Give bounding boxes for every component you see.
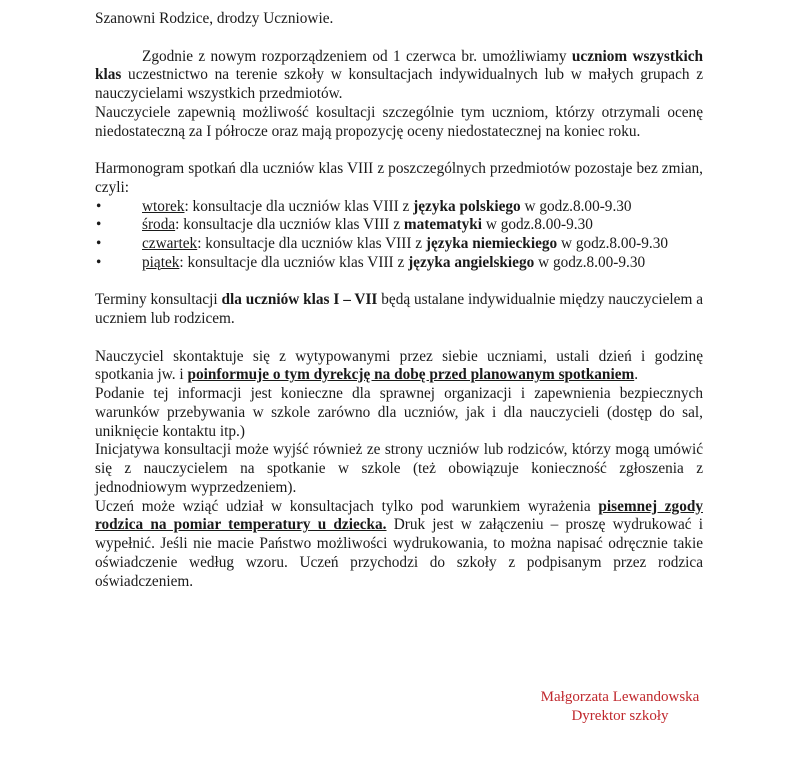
schedule-time: w godz.8.00-9.30: [557, 235, 669, 252]
schedule-subject: języka angielskiego: [408, 253, 535, 271]
schedule-day: czwartek: [142, 235, 198, 252]
schedule-item-thursday: • czwartek: konsultacje dla uczniów klas VIII z języka niemieckiego w godz.8.00-9.30: [96, 235, 669, 252]
emphasis-notify-management: poinformuje o tym dyrekcję na dobę przed planowanym spotkaniem: [187, 366, 635, 384]
schedule-subject: języka polskiego: [413, 197, 521, 215]
signature-block: [480, 688, 760, 726]
schedule-time: w godz.8.00-9.30: [534, 253, 646, 271]
schedule-item-wednesday: • środa: konsultacje dla uczniów klas VIII z matematyki w godz.8.00-9.30: [96, 216, 593, 234]
emphasis-written-consent: pisemnej zgody rodzica na pomiar temperatury u dziecka.: [95, 497, 703, 534]
paragraph-teacher-contact: Nauczyciel skontaktuje się z wytypowanymi przez siebie uczniami, ustali dzień i godzinę spotkania jw. i poinformuje o tym dyrekcję na dobę przed planowanym spotkaniem.: [95, 347, 703, 384]
schedule-list: [95, 198, 703, 273]
bullet-icon: •: [96, 253, 102, 271]
emphasis-classes-1-7: dla uczniów klas I – VII: [221, 291, 378, 309]
bullet-icon: •: [96, 197, 102, 215]
schedule-item-tuesday: • wtorek: konsultacje dla uczniów klas VIII z języka polskiego w godz.8.00-9.30: [96, 197, 632, 215]
schedule-intro: Harmonogram spotkań dla uczniów klas VIII z poszczególnych przedmiotów pozostaje bez zmian, czyli:: [95, 160, 703, 196]
schedule-day: piątek: [142, 253, 180, 271]
paragraph-intro: Zgodnie z nowym rozporządzeniem od 1 czerwca br. umożliwiamy uczniom wszystkich klas uczestnictwo na terenie szkoły w konsultacjach indywidualnych lub w małych grupach z nauczycielami wszystkich przedmiotów.: [95, 47, 704, 102]
schedule-time: w godz.8.00-9.30: [482, 216, 593, 234]
bullet-icon: •: [96, 235, 102, 252]
bullet-icon: •: [96, 216, 102, 234]
letter-body: [95, 10, 703, 591]
schedule-day: środa: [142, 216, 176, 234]
signature-title: Dyrektor szkoły: [571, 708, 669, 724]
schedule-subject: matematyki: [403, 216, 482, 234]
paragraph-safety: Podanie tej informacji jest konieczne dla sprawnej organizacji i zapewnienia bezpiecznych warunków przebywania w szkole zarówno dla uczniów, jak i dla nauczycieli (dostęp do sal, uniknięcie kontaktu itp.): [95, 385, 703, 440]
emphasis-all-classes: uczniom wszystkich klas: [95, 47, 704, 84]
schedule-time: w godz.8.00-9.30: [520, 197, 632, 215]
schedule-subject: języka niemieckiego: [425, 235, 558, 252]
signature-name: Małgorzata Lewandowska: [540, 689, 700, 705]
paragraph-consent: Uczeń może wziąć udział w konsultacjach tylko pod warunkiem wyrażenia pisemnej zgody rodzica na pomiar temperatury u dziecka. Druk jest w załączeniu – proszę wydrukować i wypełnić. Jeśli nie macie Państwo możliwości wydrukowania, to można napisać odręcznie takie oświadczenie według wzoru. Uczeń przychodzi do szkoły z podpisanym przez rodzica oświadczeniem.: [95, 497, 704, 590]
schedule-item-friday: • piątek: konsultacje dla uczniów klas VIII z języka angielskiego w godz.8.00-9.30: [96, 253, 646, 271]
greeting: Szanowni Rodzice, drodzy Uczniowie.: [95, 10, 334, 27]
paragraph-classes-1-7: Terminy konsultacji dla uczniów klas I – VII będą ustalane indywidualnie między nauczycielem a uczniem lub rodzicem.: [95, 291, 703, 327]
paragraph-initiative: Inicjatywa konsultacji może wyjść również ze strony uczniów lub rodziców, którzy mogą umówić się z nauczycielem na spotkanie w szkole (też obowiązuje konieczność zgłoszenia z jednodniowym wyprzedzeniem).: [95, 441, 703, 496]
schedule-day: wtorek: [142, 197, 185, 215]
paragraph-failing-grades: Nauczyciele zapewnią możliwość kosultacji szczególnie tym uczniom, którzy otrzymali ocenę niedostateczną za I półrocze oraz mają propozycję oceny niedostatecznej na koniec roku.: [95, 103, 703, 140]
